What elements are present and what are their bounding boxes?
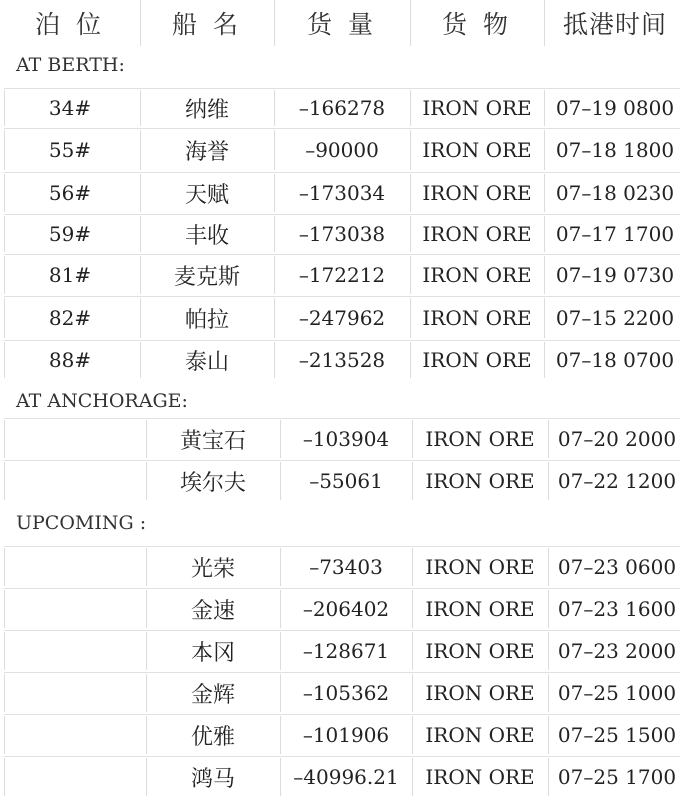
row-rule [4,756,680,757]
column-rule [4,298,5,338]
berth-cell [0,672,146,714]
column-rule [412,758,413,796]
column-rule [548,674,549,712]
column-rule [274,216,275,252]
berth-cell [0,418,146,460]
arrival-time-cell: 07–20 2000 [557,427,677,451]
column-rule [146,716,147,754]
cargo-cell: IRON ORE [422,348,532,372]
column-rule [274,298,275,338]
quantity-cell: –166278 [298,96,386,120]
ship-name-cell: 纳维 [184,97,229,123]
table-header [0,0,686,46]
cargo-cell: IRON ORE [425,681,535,705]
arrival-time-cell: 07–25 1500 [557,723,677,747]
column-rule [4,548,5,586]
column-rule [280,420,281,458]
berth-cell [0,588,146,630]
row-rule [4,128,680,129]
column-rule [146,758,147,796]
arrival-time-cell: 07–23 2000 [557,639,677,663]
quantity-cell: –128671 [302,639,390,663]
column-rule [412,632,413,670]
column-rule [274,256,275,294]
row-rule [4,172,680,173]
arrival-time-cell: 07–19 0800 [555,96,675,120]
arrival-time-cell: 07–23 0600 [557,555,677,579]
table-row [0,714,686,756]
quantity-cell: –55061 [309,469,383,493]
column-rule [412,590,413,628]
table-row [0,296,686,340]
cargo-cell: IRON ORE [425,427,535,451]
column-rule [410,298,411,338]
column-rule [544,298,545,338]
column-rule [410,130,411,170]
row-rule [4,88,680,89]
column-rule [4,216,5,252]
berth-cell: 55# [48,138,92,162]
column-rule [274,90,275,126]
column-rule [548,548,549,586]
column-rule [4,758,5,796]
arrival-time-cell: 07–23 1600 [557,597,677,621]
table-row [0,418,686,460]
arrival-time-cell: 07–17 1700 [555,222,675,246]
ship-name-cell: 天赋 [184,182,229,208]
column-rule [548,716,549,754]
column-rule [146,420,147,458]
column-rule [544,216,545,252]
column-rule [412,674,413,712]
column-rule [412,716,413,754]
arrival-time-cell: 07–15 2200 [555,306,675,330]
column-rule [548,632,549,670]
ship-name-cell: 金辉 [190,682,235,708]
ship-name-cell: 光荣 [190,556,235,582]
column-rule [548,590,549,628]
quantity-cell: –172212 [298,263,386,287]
cargo-cell: IRON ORE [422,96,532,120]
table-row [0,756,686,798]
berth-cell: 34# [48,96,92,120]
table-row [0,460,686,502]
column-rule [4,130,5,170]
quantity-cell: –105362 [302,681,390,705]
header-column-rule [544,0,545,46]
row-rule [4,214,680,215]
quantity-cell: –206402 [302,597,390,621]
cargo-cell: IRON ORE [425,639,535,663]
column-rule [4,462,5,500]
row-rule [4,630,680,631]
berth-cell [0,756,146,798]
berth-cell [0,630,146,672]
column-rule [412,462,413,500]
ship-name-cell: 鸿马 [190,766,235,792]
ship-name-cell: 埃尔夫 [179,470,246,496]
header-berth: 泊 位 [35,10,105,39]
column-rule [4,342,5,378]
row-rule [4,340,680,341]
column-rule [140,90,141,126]
header-arrival-time: 抵港时间 [562,10,667,39]
quantity-cell: –90000 [305,138,379,162]
cargo-cell: IRON ORE [422,222,532,246]
table-row [0,214,686,254]
ship-name-cell: 海誉 [184,139,229,165]
berth-cell: 81# [48,263,92,287]
column-rule [410,342,411,378]
row-rule [4,254,680,255]
header-cargo: 货 物 [442,10,512,39]
berth-cell [0,460,146,502]
column-rule [274,130,275,170]
arrival-time-cell: 07–25 1700 [557,765,677,789]
column-rule [4,420,5,458]
column-rule [280,758,281,796]
header-ship-name: 船 名 [172,10,242,39]
cargo-cell: IRON ORE [425,597,535,621]
column-rule [146,590,147,628]
column-rule [544,256,545,294]
table-row [0,630,686,672]
column-rule [4,256,5,294]
column-rule [280,716,281,754]
berth-cell [0,546,146,588]
ship-name-cell: 帕拉 [184,307,229,333]
header-quantity: 货 量 [307,10,377,39]
column-rule [410,256,411,294]
column-rule [140,174,141,212]
ship-name-cell: 本冈 [190,640,235,666]
column-rule [146,462,147,500]
quantity-cell: –173034 [298,181,386,205]
berth-cell [0,714,146,756]
arrival-time-cell: 07–18 0230 [555,181,675,205]
arrival-time-cell: 07–25 1000 [557,681,677,705]
column-rule [274,174,275,212]
column-rule [146,548,147,586]
row-rule [4,714,680,715]
quantity-cell: –40996.21 [293,765,399,789]
column-rule [140,342,141,378]
column-rule [280,548,281,586]
column-rule [146,632,147,670]
ship-name-cell: 麦克斯 [173,264,240,290]
column-rule [140,298,141,338]
cargo-cell: IRON ORE [422,306,532,330]
section-label-upcoming: UPCOMING : [16,512,147,534]
arrival-time-cell: 07–18 0700 [555,348,675,372]
column-rule [280,674,281,712]
ship-name-cell: 金速 [190,598,235,624]
ship-name-cell: 泰山 [184,349,229,375]
header-column-rule [274,0,275,46]
column-rule [544,90,545,126]
column-rule [548,420,549,458]
berth-cell: 56# [48,181,92,205]
cargo-cell: IRON ORE [422,138,532,162]
column-rule [280,590,281,628]
row-rule [4,296,680,297]
row-rule [4,418,680,419]
ship-name-cell: 优雅 [190,724,235,750]
table-row [0,546,686,588]
column-rule [4,174,5,212]
header-column-rule [410,0,411,46]
column-rule [4,590,5,628]
column-rule [4,90,5,126]
berth-cell: 59# [48,222,92,246]
table-row [0,128,686,172]
column-rule [274,342,275,378]
column-rule [410,216,411,252]
column-rule [140,256,141,294]
row-rule [4,460,680,461]
row-rule [4,546,680,547]
table-row [0,588,686,630]
column-rule [146,674,147,712]
ship-name-cell: 黄宝石 [179,428,246,454]
cargo-cell: IRON ORE [425,469,535,493]
berth-cell: 88# [48,348,92,372]
cargo-cell: IRON ORE [422,263,532,287]
column-rule [140,130,141,170]
column-rule [410,174,411,212]
table-row [0,172,686,214]
cargo-cell: IRON ORE [425,555,535,579]
quantity-cell: –247962 [298,306,386,330]
column-rule [410,90,411,126]
section-label-at-berth: AT BERTH: [16,54,125,76]
arrival-time-cell: 07–19 0730 [555,263,675,287]
ship-name-cell: 丰收 [184,223,229,249]
column-rule [548,758,549,796]
berth-cell: 82# [48,306,92,330]
column-rule [4,632,5,670]
cargo-cell: IRON ORE [422,181,532,205]
row-rule [4,672,680,673]
quantity-cell: –101906 [302,723,390,747]
column-rule [280,632,281,670]
arrival-time-cell: 07–18 1800 [555,138,675,162]
column-rule [412,548,413,586]
column-rule [412,420,413,458]
column-rule [4,716,5,754]
cargo-cell: IRON ORE [425,723,535,747]
quantity-cell: –103904 [302,427,390,451]
column-rule [140,216,141,252]
table-row [0,254,686,296]
arrival-time-cell: 07–22 1200 [557,469,677,493]
cargo-cell: IRON ORE [425,765,535,789]
quantity-cell: –73403 [309,555,383,579]
table-row [0,672,686,714]
quantity-cell: –173038 [298,222,386,246]
column-rule [544,130,545,170]
column-rule [4,674,5,712]
column-rule [544,342,545,378]
section-label-at-anchorage: AT ANCHORAGE: [16,390,188,412]
header-column-rule [140,0,141,46]
column-rule [280,462,281,500]
table-row [0,88,686,128]
column-rule [544,174,545,212]
quantity-cell: –213528 [298,348,386,372]
row-rule [4,588,680,589]
table-row [0,340,686,380]
column-rule [548,462,549,500]
